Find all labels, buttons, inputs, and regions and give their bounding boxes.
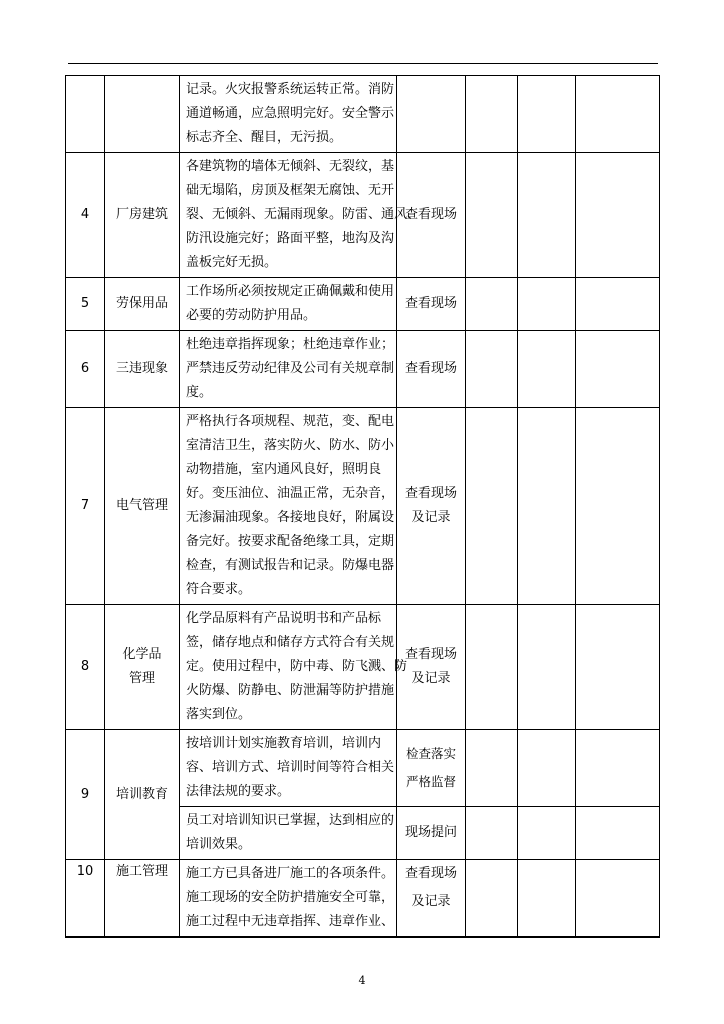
item-number: 6 bbox=[66, 331, 105, 408]
item-content: 按培训计划实施教育培训，培训内 容、培训方式、培训时间等符合相关 法律法规的要求。 bbox=[180, 730, 397, 807]
blank-cell bbox=[576, 730, 660, 807]
item-name: 电气管理 bbox=[105, 408, 180, 605]
blank-cell bbox=[518, 860, 576, 938]
item-number: 8 bbox=[66, 605, 105, 730]
table-row bbox=[66, 331, 660, 408]
item-content: 严格执行各项规程、规范，变、配电 室清洁卫生，落实防火、防水、防小 动物措施，室内通风良好，照明良 好。变压油位、油温正常，无杂音， 无渗漏油现象。各接地良好，附属设 备完好。按要求配备绝缘工具，定期 检查，有测试报告和记录。防爆电器 符合要求。 bbox=[180, 408, 397, 605]
blank-cell bbox=[518, 76, 576, 153]
blank-cell bbox=[576, 860, 660, 938]
item-name: 化学品 管理 bbox=[105, 605, 180, 730]
table-row bbox=[66, 278, 660, 331]
blank-cell bbox=[466, 807, 518, 860]
blank-cell bbox=[466, 278, 518, 331]
blank-cell bbox=[518, 278, 576, 331]
check-method: 查看现场 bbox=[397, 278, 466, 331]
blank-cell bbox=[518, 807, 576, 860]
item-content: 员工对培训知识已掌握，达到相应的 培训效果。 bbox=[180, 807, 397, 860]
item-name: 三违现象 bbox=[105, 331, 180, 408]
check-method: 查看现场 及记录 bbox=[397, 605, 466, 730]
item-name: 施工管理 bbox=[105, 860, 180, 938]
check-method: 查看现场 bbox=[397, 331, 466, 408]
check-method: 现场提问 bbox=[397, 807, 466, 860]
blank-cell bbox=[466, 331, 518, 408]
blank-cell bbox=[576, 408, 660, 605]
blank-cell bbox=[466, 605, 518, 730]
check-method: 查看现场 及记录 bbox=[397, 860, 466, 938]
table-row bbox=[66, 153, 660, 278]
item-name: 厂房建筑 bbox=[105, 153, 180, 278]
blank-cell bbox=[518, 408, 576, 605]
item-name: 劳保用品 bbox=[105, 278, 180, 331]
blank-cell bbox=[518, 153, 576, 278]
check-method: 查看现场 及记录 bbox=[397, 408, 466, 605]
table-row bbox=[66, 408, 660, 605]
blank-cell bbox=[466, 408, 518, 605]
blank-cell bbox=[466, 153, 518, 278]
check-method: 查看现场 bbox=[397, 153, 466, 278]
item-content: 工作场所必须按规定正确佩戴和使用 必要的劳动防护用品。 bbox=[180, 278, 397, 331]
item-number: 4 bbox=[66, 153, 105, 278]
item-number: 10 bbox=[66, 860, 105, 938]
item-content: 各建筑物的墙体无倾斜、无裂纹，基 础无塌陷，房顶及框架无腐蚀、无开 裂、无倾斜、无漏雨现象。防雷、通风、 防汛设施完好；路面平整，地沟及沟 盖板完好无损。 bbox=[180, 153, 397, 278]
table-row bbox=[66, 860, 660, 938]
item-number: 5 bbox=[66, 278, 105, 331]
item-number bbox=[66, 76, 105, 153]
blank-cell bbox=[466, 730, 518, 807]
inspection-table bbox=[65, 75, 660, 938]
header-rule bbox=[68, 63, 658, 64]
blank-cell bbox=[576, 278, 660, 331]
table-row bbox=[66, 605, 660, 730]
blank-cell bbox=[576, 807, 660, 860]
table-row bbox=[66, 76, 660, 153]
item-name bbox=[105, 76, 180, 153]
item-content: 杜绝违章指挥现象；杜绝违章作业； 严禁违反劳动纪律及公司有关规章制 度。 bbox=[180, 331, 397, 408]
page-number: 4 bbox=[358, 974, 366, 987]
blank-cell bbox=[466, 860, 518, 938]
blank-cell bbox=[576, 76, 660, 153]
item-content: 化学品原料有产品说明书和产品标 签，储存地点和储存方式符合有关规 定。使用过程中，防中毒、防飞溅、防 火防爆、防静电、防泄漏等防护措施 落实到位。 bbox=[180, 605, 397, 730]
item-content: 施工方已具备进厂施工的各项条件。 施工现场的安全防护措施安全可靠， 施工过程中无违章指挥、违章作业、 bbox=[180, 860, 397, 938]
item-content: 记录。火灾报警系统运转正常。消防 通道畅通，应急照明完好。安全警示 标志齐全、醒目，无污损。 bbox=[180, 76, 397, 153]
blank-cell bbox=[576, 153, 660, 278]
blank-cell bbox=[576, 605, 660, 730]
table-row bbox=[66, 730, 660, 807]
check-method: 检查落实 严格监督 bbox=[397, 730, 466, 807]
item-name: 培训教育 bbox=[105, 730, 180, 860]
blank-cell bbox=[518, 605, 576, 730]
check-method bbox=[397, 76, 466, 153]
blank-cell bbox=[466, 76, 518, 153]
item-number: 9 bbox=[66, 730, 105, 860]
blank-cell bbox=[518, 331, 576, 408]
item-number: 7 bbox=[66, 408, 105, 605]
blank-cell bbox=[576, 331, 660, 408]
blank-cell bbox=[518, 730, 576, 807]
